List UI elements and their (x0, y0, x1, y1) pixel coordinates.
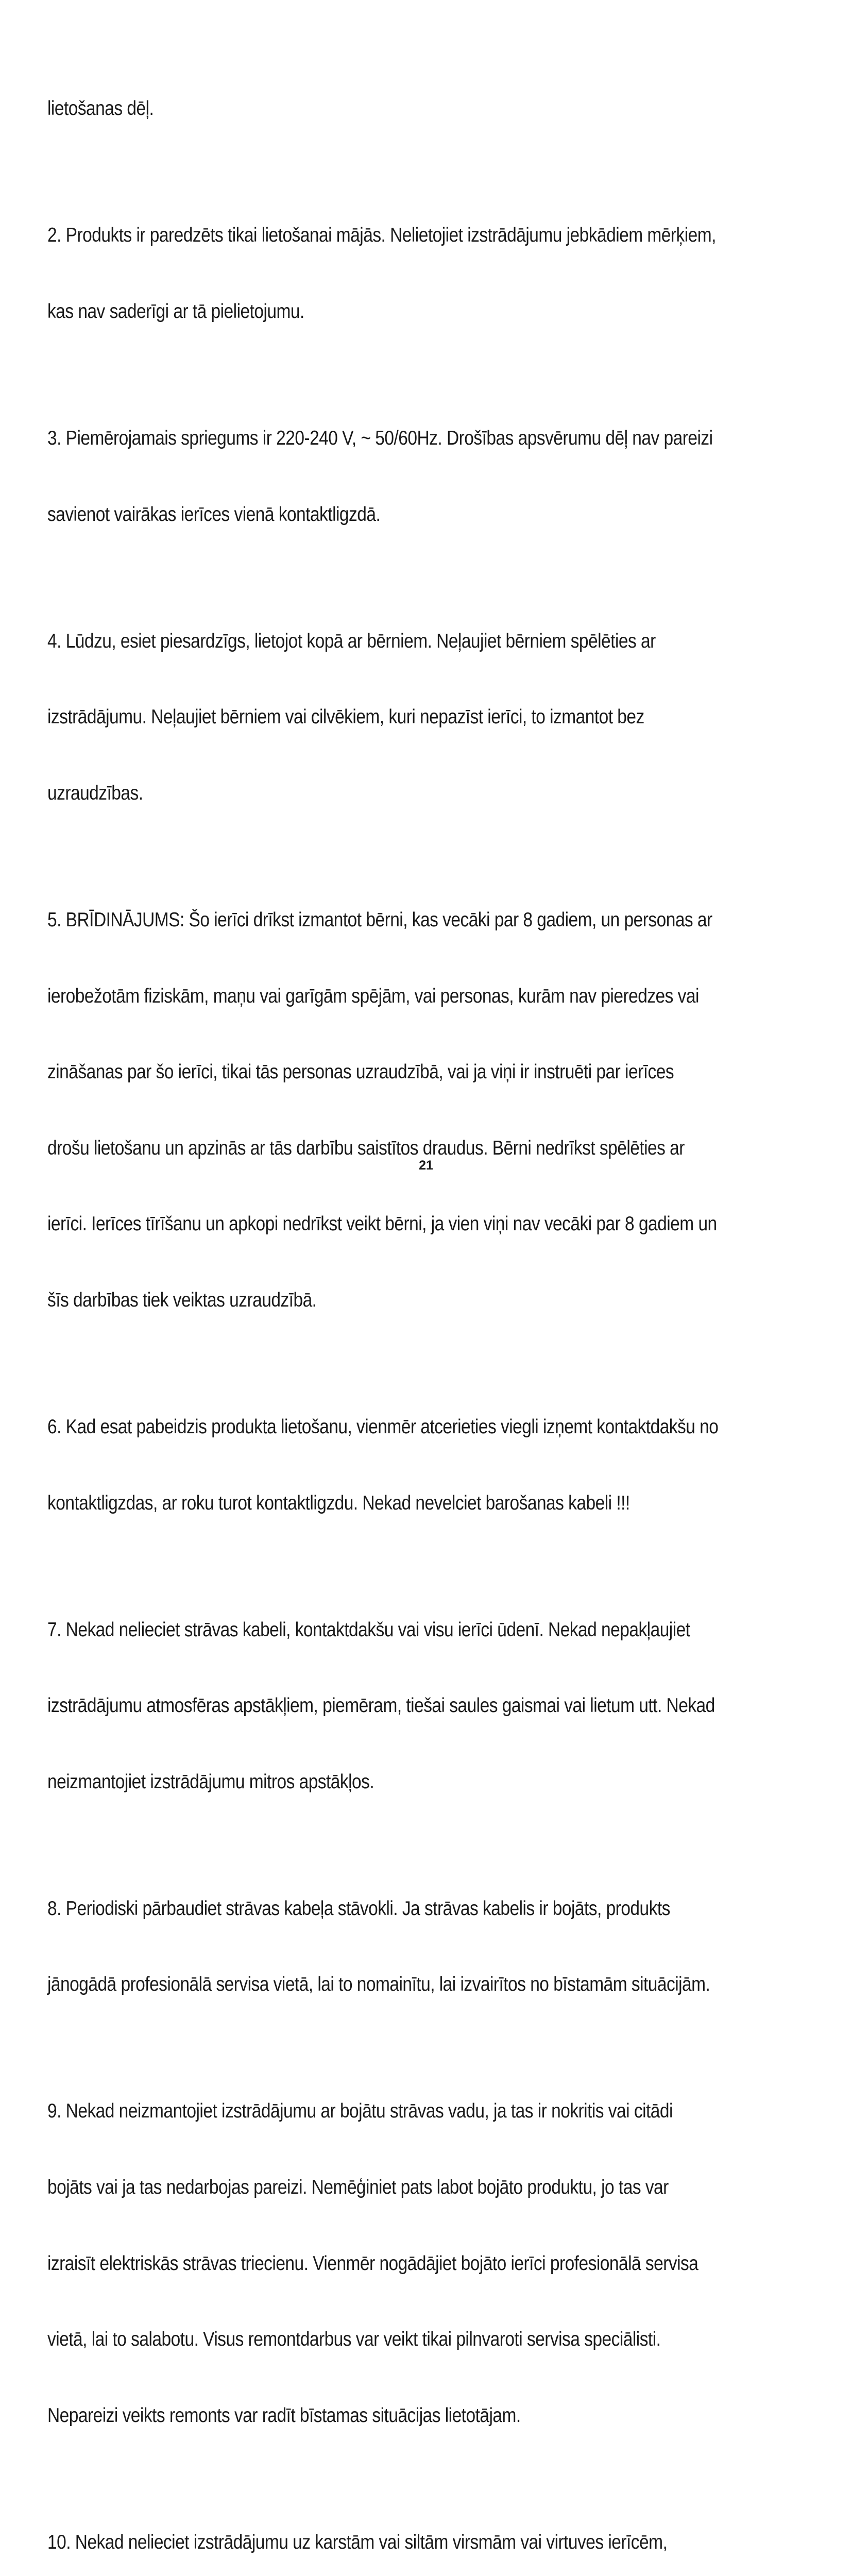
paragraph-item-5-warning (47, 857, 809, 1364)
text-line: kontaktligzdas, ar roku turot kontaktligzdu. Nekad nevelciet barošanas kabeli !!! (47, 1490, 809, 1516)
text-line: drošu lietošanu un apzinās ar tās darbību saistītos draudus. Bērni nedrīkst spēlēties ar (47, 1136, 809, 1161)
text-line: izstrādājumu atmosfēras apstākļiem, piemēram, tiešai saules gaismai vai lietum utt. Nekad (47, 1693, 809, 1718)
paragraph-item-8 (47, 1845, 809, 2048)
text-line: kas nav saderīgi ar tā pielietojumu. (47, 299, 809, 324)
text-line: izraisīt elektriskās strāvas triecienu. Vienmēr nogādājiet bojāto ierīci profesionālā servisa (47, 2251, 809, 2276)
text-line: 2. Produkts ir paredzēts tikai lietošanai mājās. Nelietojiet izstrādājumu jebkādiem mērķiem, (47, 223, 809, 248)
text-line: Nepareizi veikts remonts var radīt bīstamas situācijas lietotājam. (47, 2403, 809, 2428)
text-line: 6. Kad esat pabeidzis produkta lietošanu, vienmēr atcerieties viegli izņemt kontaktdakšu no (47, 1414, 809, 1439)
text-line: bojāts vai ja tas nedarbojas pareizi. Nemēģiniet pats labot bojāto produktu, jo tas var (47, 2175, 809, 2200)
text-line: neizmantojiet izstrādājumu mitros apstākļos. (47, 1769, 809, 1794)
text-line: zināšanas par šo ierīci, tikai tās personas uzraudzībā, vai ja viņi ir instruēti par ierīces (47, 1059, 809, 1084)
text-line: lietošanas dēļ. (47, 96, 809, 121)
text-line: ierīci. Ierīces tīrīšanu un apkopi nedrīkst veikt bērni, ja vien viņi nav vecāki par 8 gadiem un (47, 1211, 809, 1236)
text-line: jānogādā profesionālā servisa vietā, lai to nomainītu, lai izvairītos no bīstamām situācijām. (47, 1972, 809, 1997)
text-line: uzraudzības. (47, 781, 809, 806)
text-line: vietā, lai to salabotu. Visus remontdarbus var veikt tikai pilnvaroti servisa speciālisti. (47, 2327, 809, 2352)
paragraph-continuation (47, 45, 809, 172)
document-body (47, 45, 809, 2576)
paragraph-item-2 (47, 172, 809, 375)
paragraph-item-6 (47, 1364, 809, 1567)
text-line: šīs darbības tiek veiktas uzraudzībā. (47, 1287, 809, 1313)
paragraph-item-4 (47, 578, 809, 856)
text-line: 4. Lūdzu, esiet piesardzīgs, lietojot kopā ar bērniem. Neļaujiet bērniem spēlēties ar (47, 629, 809, 654)
paragraph-item-10 (47, 2479, 809, 2576)
text-line: izstrādājumu. Neļaujiet bērniem vai cilvēkiem, kuri nepazīst ierīci, to izmantot bez (47, 704, 809, 730)
paragraph-item-3 (47, 375, 809, 578)
text-line: 9. Nekad neizmantojiet izstrādājumu ar bojātu strāvas vadu, ja tas ir nokritis vai citādi (47, 2098, 809, 2124)
text-line: 8. Periodiski pārbaudiet strāvas kabeļa stāvokli. Ja strāvas kabelis ir bojāts, produkts (47, 1896, 809, 1921)
paragraph-item-9 (47, 2048, 809, 2479)
paragraph-item-7 (47, 1566, 809, 1845)
text-line: 3. Piemērojamais spriegums ir 220-240 V, ~ 50/60Hz. Drošības apsvērumu dēļ nav pareizi (47, 426, 809, 451)
text-line: ierobežotām fiziskām, maņu vai garīgām spējām, vai personas, kurām nav pieredzes vai (47, 984, 809, 1009)
text-line: savienot vairākas ierīces vienā kontaktligzdā. (47, 502, 809, 527)
text-line: 5. BRĪDINĀJUMS: Šo ierīci drīkst izmantot bērni, kas vecāki par 8 gadiem, un personas ar (47, 907, 809, 933)
page-number: 21 (0, 1158, 852, 1173)
text-line: 7. Nekad nelieciet strāvas kabeli, kontaktdakšu vai visu ierīci ūdenī. Nekad nepakļaujiet (47, 1617, 809, 1642)
text-line: 10. Nekad nelieciet izstrādājumu uz karstām vai siltām virsmām vai virtuves ierīcēm, (47, 2530, 809, 2555)
